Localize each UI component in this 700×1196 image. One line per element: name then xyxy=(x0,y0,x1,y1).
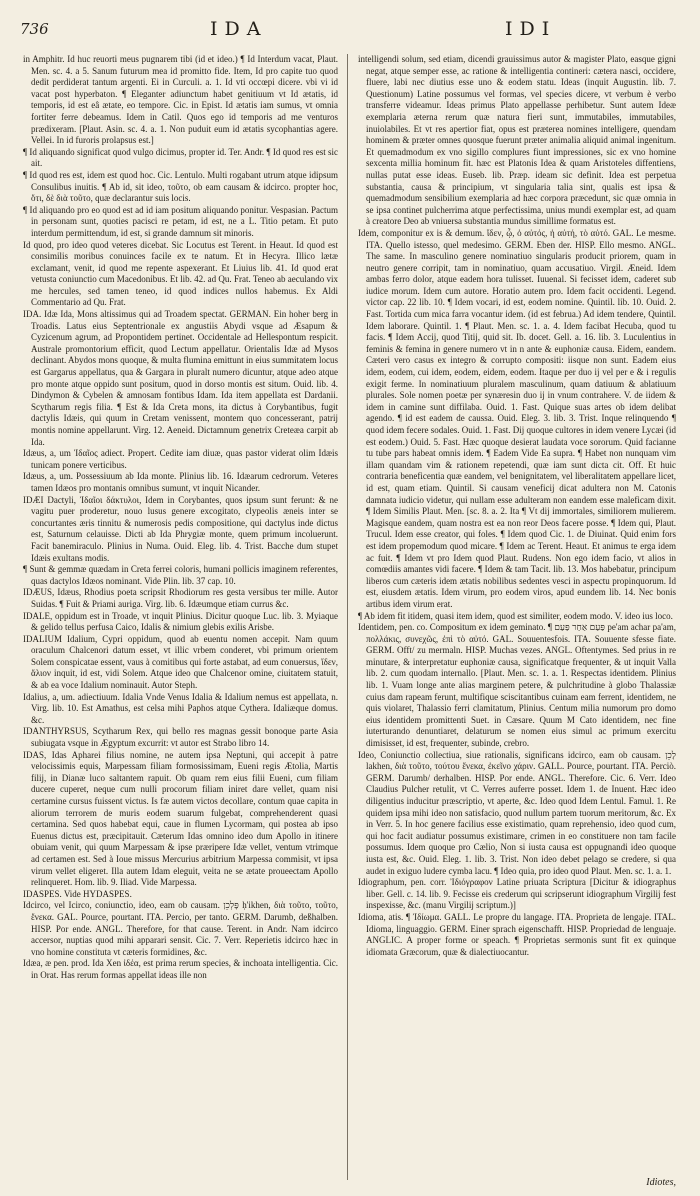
catchword: Idiotes, xyxy=(646,1177,676,1188)
page-number: 736 xyxy=(20,20,49,38)
dictionary-entry: Idæus, a, um Ἰδαῖος adiect. Propert. Cedite iam diuæ, quas pastor viderat olim Idæis tunicam ponere verticibus. xyxy=(23,448,338,470)
page-header xyxy=(20,16,680,46)
dictionary-entry: ¶ Id aliquando pro eo quod est ad id iam positum aliquando ponitur. Vespasian. Pactum in personam sunt, quoties pacisci re petam, id est, ne a L. Titio petam. Et puto interdum permittendum, id est, si grande damnum sit minoris. xyxy=(23,204,338,238)
dictionary-entry: Idem, componitur ex is & demum. ἴδεν, ᾧ, ὁ αὐτός, ἡ αὐτή, τὸ αὐτό. GAL. Le mesme. ITA. Quello istesso, quel medesimo. GERM. Eben der. HISP. Ello mesmo. ANGL. The same. In masculino genere nominatiuo singularis producit priorem, quam in neutro genere corripit, tam in nominatiuo, quam accusatiuo. Virgil. Æneid. Idem ambas ferro dolor, atque eadem hora tulisset. Iuuenal. Si fecisset idem, caderet sub iudice morum. Idem cum autore. Horatio autem pro. Idem facit occidenti. Legend. victor cap. 22 lib. 10. ¶ Idem vocari, id est, eodem nomine. Quintil. lib. 10. Ouid. 2. Fast. Tortida cum mica farra vocantur idem. (id est februa.) Ad idem tendere, Quintil. Idem laborare. Quintil. 1. ¶ Plaut. Men. sc. 1. a. 4. Idem facibat Hecuba, quod tu facis. ¶ Idem Accij, quod Titij, quid sit. Ib. docet. Gell. a. 16. lib. 3. Luculentius in feminis & femina in genere numero vt in n ante & euphoniæ causa. Eidem, eandem. Cæteri vero casus ex integro & corrupto compositi: iisque non sunt. Eadem eius idem, eodem, cui idem, eodem, eidem, eodem. Itaque per duo ij vel per e & i regulis exigit ferme. In nominatiuum pluralem masculinum, quam datiuum & ablatiuum plurales. Sole nomen poetæ per synæresin duo ij in vnum contrahere. V. de iidem & idem in camine sunt diffilaba. Ouid. 1. Fast. Quique suas artes ob idem delibat agendo. ¶ id est eadem de caussa. Ouid. Eleg. 3. lib. 3. Trist. Inque relinquendo ¶ quod idem fecere sodales. Ouid. 1. Fast. Dij quoque cultores in idem venere Lycæi (id est eodem.) Ouid. 5. Fast. Hæc quoque desierat laudata voce sororum. Quid facianne tu tube pars habeat omnis idem. ¶ Eadem Vide Ea supra. ¶ Habet non nunquam vim illam quandam vim & rationem repetendi, quæ iam sunt dicta cit. Off. Et huic contraria beneficentia quæ eandem, vel benignitatem, vel liberalitatem appellare licet, id est, quam etiam. Quintil. Si causam veneficij dicat adultera non M. Catonis damnata iudicio videtur, qui nullam esse adulteram non eandem esse maleficam dixit. ¶ Idem Similis Plaut. Men. [sc. 8. a. 2. Ita ¶ Vt dij immortales, similiorem mulierem. Magisque eandem, quam nostra est ea non reor Deos facere posse. ¶ Idem qui, Plaut. Trucul. Idem esse creator, qui foles. ¶ Idem quod Cic. 1. de Diuinat. Quid enim fors est idem propemodum quod micare. ¶ Idem ac Terent. Heaut. Et animus te erga idem ac fuit. ¶ Idem vt pro Idem quod Plaut. Rudens. Non ego idem facio, vt alios in comœdiis amantes vidi facere. ¶ Idem & tam Tacit. lib. 13. Mos habebatur, principum liberos cum cæteris idem ætatis nobilibus sedentes vesci in aspectu propinquorum. Id est, eiusdem ætatis. Idem virum, pro eodem viros, apud eundem lib. 14. Nec bonis artibus idem virum erat. xyxy=(358,227,676,609)
dictionary-entry: intelligendi solum, sed etiam, dicendi grauissimus autor & magister Plato, easque gigni negat, atque semper esse, ac ratione & intelligentia contineri: cætera nasci, occidere, fluere, labi nec diutius esse uno & eodem statu. Ideas (inquit Augustin. lib. 7. Questionum) Latine possumus vel formas, vel species dicere, vt verbum è verbo transferre videamur. Ideas primus Plato appellasse perhibetur. Sunt autem Ideæ exemplaria æterna rerum quæ natura fieri sunt, immutabiles, immutabiles, inuiolabiles. Et vt res apertior fiat, opus est præterea nomines intelligere, quendam hominem & præter omnes quosque fuerunt præter animalia aliquid animal ingenitum. Et quemadmodum ex vno sigillo complures fiunt impressiones, sic ex vno homine sexcenta millia hominum fit. hæc est Platonis Idea & quam Aristoteles diffentiens, nullas putat esse ideas. Euseb. lib. Præp. ideam sic definit. Idea est perpetua substantia, causa & principium, vt singularia talia sint, qualis est ipsa & quemadmodum sensibilium exemplaria ad hæc corpora præcedunt, sic quæ omnia in se ipsa continet pulcherrima atque perfectissima, unius mundi exemplar est, ad quam à creatore Deo ab vniuersa substantia mundus simillime formatus est. xyxy=(358,54,676,227)
dictionary-entry: Idæa, æ pen. prod. Ida Xen ἰδέα, est prima rerum species, & inchoata intelligentia. Cic. in Orat. Has rerum formas appellat ideas ille non xyxy=(23,958,338,980)
dictionary-entry: Id quod, pro ideo quod veteres dicebat. Sic Locutus est Terent. in Heaut. Id quod est consimilis moribus conuinces facile ex te natum. Et in Hecyra. Illico lætæ exclamant, venit, id quod me repente aspexerant. Et Liuius lib. 41. Id quod erat vetusta coniunctio cum Macedonibus. Et lib. 42. ad Qu. Frat. Teneo ab aeculando vix me hercules, sed tamen teneo, id quod indices nullos habemus. Ex Aldi Commentario ad Qu. Frat. xyxy=(23,239,338,308)
dictionary-entry: Idalius, a, um. adiectiuum. Idalia Vnde Venus Idalia & Idalium nemus est appellata, n. Virg. lib. 10. Est Amathus, est celsa mihi Paphos atque Cythera. Idaliæque domus. &c. xyxy=(23,691,338,725)
dictionary-entry: ¶ Id quod res est, idem est quod hoc. Cic. Lentulo. Multi rogabant utrum atque idipsum Consulibus inuitis. ¶ Ab id, sit ideo, τοῦτο, ob eam causam & idcirco. propter hoc, ὅτι, δὲ διὰ τοῦτο, quæ declarantur suis locis. xyxy=(23,169,338,204)
column-divider xyxy=(347,54,348,1180)
dictionary-entry: IDASPES. Vide HYDASPES. xyxy=(23,888,132,899)
running-head-right: IDI xyxy=(505,18,557,40)
dictionary-entry: Ideo, Coniunctio collectiua, siue rationalis, significans idcirco, eam ob causam. לָכֵן lakhen, διὰ τοῦτο, τούτου ἕνεκα, ἐκεῖνο χάριν. GALL. Pource, pourtant. ITA. Perciò. GERM. Darumb/ derhalben. HISP. Por ende. ANGL. Therefore. Cic. 6. Verr. Ideo Claudius Pulcher retulit, vt C. Verres auferre posset. Idem 1. de Inuent. Hæc ideo diligentius inducitur præscriptio, vt aperte, &c. Ideo quod Idem Lentul. Famul. 1. Re quidem ipsa mihi ideo non satisfacio, quod nullum partem tuorum meritorum, &c. Ex in Verr. 5. In hoc genere facilius esse existimatio, quam reprehensio, ideo quod cum, qui hoc facit audiatur possumus existimare, crimen in eo constituere non tam facile possumus. Idem quoque pro Cælio, Non si iusta causa est oppugnandi ideo quoque iusta est, &c. Ouid. Eleg. 1. lib. 3. Trist. Non ideo debet pelago se credere, si qua audet in exiguo ludere cymba lacu. ¶ Ideo quia, pro ideo quod Plaut. Men. sc. 1. a. 1. xyxy=(358,749,676,876)
dictionary-entry: IDA. Idæ Ida, Mons altissimus qui ad Troadem spectat. GERMAN. Ein hoher berg in Troadis. Latus eius Septentrionale ex angustiis Abydi vsque ad Æsapum & Cyzicenum agrum, ad Propontidem pertinet. Occidentale ad Hellespontum respicit. Australe promontorium efficit, quod Lectum appellatur. Orientalis Idæ ad Mysos declinant. Abydos mons quoque, & multa flumina emittunt in eius summitatem locus est Gargarus appellatus, qua & Gargara in pluralt numero dicuntur, atque adeo atque pro monte atque oppido sunt positum, quod in dorso montis est situm. Ouid. lib. 4. Dindymon & Cybelen & amnosam fontibus Idam. Ida item appellata est Dardanii. Scytharum regis filia. ¶ Est & Ida Creta mons, ita dictus à Corybantibus, fugit dactylis Idæis, qui quum in Cretam venissent, montem quo concesserant, patrij montis nomine appellarunt. Virg. 12. Aeneid. Dictamnum genetrix Creteæa carpit ab Ida. xyxy=(23,309,338,447)
dictionary-entry: Identidem, pen. co. Compositum ex idem geminato. ¶ פַּעַם אַחַר פַּעַם pe'am achar pa'am, πολλάκις, συνεχῶς, ἐπὶ τὸ αὐτό. GAL. Souuentesfois. ITA. Souuente sfesse fiate. GERM. Offt/ zu mermaln. HISP. Muchas vezes. ANGL. Oftentymes. Sed prius in re minutare, & interpretatur euphoniæ causa, significatque frequenter, & ut inquit Valla lib. 2. cum quodam internallo. [Plaut. Men. sc. 1. a. 1. Respectas identidem. Plinius lib. 1. Vuam longe ante alias marginem petere, & pulchritudine à globo Thalassiæ cuius dam rapeam ferunt, multifique sciscitantibus cuinam eam ferrent, identidem, ne quis violaret, Thalassio ferri clamitatum, Plinius. Centum milia numorum pro domo eius identidem promittenti Suet. in Cæsare. Quum M Cato identidem, nec fine iuterturando denuntiaret, delaturum se nomen eius simul ac primum exercitu dimisisset, id est, frequenter, subinde, crebro. xyxy=(358,622,676,749)
dictionary-entry: IDAS, Idas Apharei filius nomine, ne autem ipsa Neptuni, qui accepit à patre velocissimis equis, Marpessam filiam formosissimam, Eueni regis Ætolia, Martis filij, in Dianæ luco saltantem rapuit. Ob quam rem eius filii Eueni, cum filiam ducere cuperet, neque cum nulli procorum filiam iniret dare vellet, quam nisi certamine cursus fuissent victus. Is fæ autem victos decollare, contum quae capita in aliorum terrorem de muris eodem suarum fulgebat, comprehenderent quasi certamina. Sed quos habebat equi, caue in flumen Lycormam, qui postea ab ipso Euenus dictus est, præcipitauit. Cæterum Idas omnino ideo dum Apollo in itinere obuiam venit, qui quum Marpessam & ipse præripere Idæ vellet, ventum vtrimque ad certamen est. Sed à Ioue missus Mercurius arbitrium Marpessa commisit, vt ipsa virum vellet eligeret. Illa autem Idam eleguit, veita ne se ætate proueectam Apollo relinqueret. Hom. lib. 9. Iliad. Vide Marpessa. xyxy=(23,749,338,888)
dictionary-entry: Idiographum, pen. corr. Ἰδιόγραφον Latine priuata Scriptura [Dicitur & idiographus liber. Gell. c. 14. lib. 9. Fecisse eis crederum qui scripserunt idiographum Virgilij fest inspexisse, &c. (manu Virgilij scriptum.)] xyxy=(358,877,676,911)
dictionary-entry: IDALIUM Idalium, Cypri oppidum, quod ab euentu nomen accepit. Nam quum oraculum Chalcenori datum esset, vt illic vrbem conderet, vbi primum orientem Solem conspicatae essent, vaus à comitibus qui forte astabat, ad eum conuersus, ἴδεν, ἅλιον inquit, id est, vidi Solem. Atque ideo que Chalcenor omine, ciuitatem statuit, & ab ea voce Idalium nominauit. Autor Steph. xyxy=(23,633,338,691)
dictionary-entry: IDÆUS, Idæus, Rhodius poeta scripsit Rhodiorum res gesta versibus ter mille. Autor Suidas. ¶ Fuit & Priami auriga. Virg. lib. 6. Idæumque etiam currus &c. xyxy=(23,587,338,609)
dictionary-entry: Idcirco, vel Icirco, coniunctio, ideo, eam ob causam. פָּלְכֵן ḥ'ikhen, διὰ τοῦτο, τοῦτο, ἕνεκα. GAL. Pource, pourtant. ITA. Percio, per tanto. GERM. Darumb, deßhalben. HISP. Por ende. ANGL. Therefore, for that cause. Terent. in Andr. Nam idcirco accersor, nuptias quod mihi apparari sensit. Cic. 7. Verr. Reperietis idcirco hæc in vno homine constituta vt cæteris formidines, &c. xyxy=(23,900,338,957)
dictionary-entry: Idioma, atis. ¶ Ἰδίωμα. GALL. Le propre du langage. ITA. Proprieta de lengaje. ITAL. Idioma, linguaggio. GERM. Einer sprach eigenschafft. HISP. Propriedad de lenguaje. ANGLIC. A proper forme or speach. ¶ Proprietas sermonis sunt fit ex quinque idiomata Græcorum, quæ & dialectiuocantur. xyxy=(358,911,676,957)
dictionary-entry: ¶ Id aliquando significat quod vulgo dicimus, propter id. Ter. Andr. ¶ Id quod res est sic ait. xyxy=(23,146,338,169)
dictionary-entry: IDALE, oppidum est in Troade, vt inquit Plinius. Dicitur quoque Luc. lib. 3. Myiaque & gelido tellus perfusa Caico, Idalis & nimium glebis exilis Arisbe. xyxy=(23,610,338,633)
dictionary-entry: Idæus, a, um. Possessiuum ab Ida monte. Plinius lib. 16. Idæarum cedrorum. Veteres tamen Idæos pro montanis omnibus sumunt, vt inquit Nicander. xyxy=(23,471,338,493)
dictionary-entry: ¶ Sunt & gemmæ quædam in Creta ferrei coloris, humani pollicis imaginem referentes, quas dactylos Idæos nominant. Vide Plin. lib. 37 cap. 10. xyxy=(23,564,338,586)
running-head-left: IDA xyxy=(210,18,268,40)
dictionary-entry: IDANTHYRSUS, Scytharum Rex, qui bello res magnas gessit bonoque parte Asia subiugata vsque in Ægyptum excurrit: vt autor est Strabo libro 14. xyxy=(23,726,338,749)
left-column xyxy=(23,54,338,1182)
right-column xyxy=(358,54,676,1182)
dictionary-entry: IDÆI Dactyli, Ἰδαῖοι δάκτυλοι, Idem in Corybantes, quos ipsum sunt ferunt: & ne vagitu puer proderetur, nouo lusus genere excogitato, clypeolis æneis inter se concurtantes æris tinnitu & numerosis pedis compositione, qui dactylus inde dictus est, Saturnum celauisse. Dicti ab Ida Phrygiæ monte, quem primum incoluerunt. Facit banemiraculo. Plinius in Numa. Ouid. Eleg. lib. 4. Trist. Bacche dum stupet Idæis exultans modis. xyxy=(23,494,338,563)
dictionary-entry: in Amphitr. Id huc reuorti meus pugnarem tibi (id et ideo.) ¶ Id Interdum vacat, Plaut. Men. sc. 4. a 5. Sanum futurum mea id promitto fide. Item, Id pro capite tuo quod dedit perdiderat tantum argenti. Ei in Curculi. a. 1. Id vti occœpi dicere. vbi vi id vacat post hyperbaton. ¶ Eleganter adiunctum habet genitiuum vt Id ætatis, id temporis, id est eâ ætate, eo tempore. Cic. in Epist. Id ætatis iam sumus, vt omnia fortiter ferre debeamus. Idem in Catil. Quos ego id temporis ad me venturos prædixeram. [Plaut. Asin. sc. 4. a. 1. Non puduit eum id ætatis sycophantias agere. Vellei. In id furoris prolapsus est.] xyxy=(23,54,338,146)
dictionary-entry: ¶ Ab idem fit itidem, quasi item idem, quod est similiter, eodem modo. V. ideo ius loco. xyxy=(358,610,673,621)
